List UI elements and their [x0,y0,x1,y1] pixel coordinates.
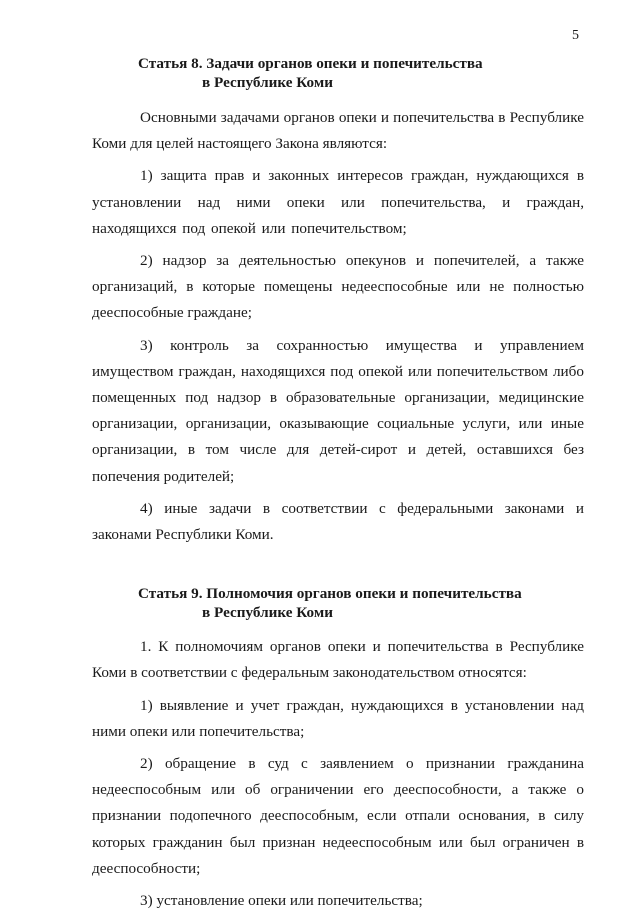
article-9-item-3: 3) установление опеки или попечительства; [140,892,423,910]
article-8-intro: Основными задачами органов опеки и попечительства в Республике Коми для целей настоящего Закона являются: [92,109,584,153]
article-9-title-line-1: Статья 9. Полномочия органов опеки и попечительства [138,585,522,603]
article-9-item-2: 2) обращение в суд с заявлением о признании гражданина недееспособным или об ограничении его дееспособности, а также о признании подопечного дееспособным, если отпали основания, в силу которых гражданин был признан недееспособным или был ограничен в дееспособности; [92,755,584,877]
article-9-heading [92,584,584,622]
article-8-item-3: 3) контроль за сохранностью имущества и управлением имуществом граждан, находящихся под опекой или попечительством либо помещенных под надзор в образовательные организации, медицинские организации, организации, оказывающие социальные услуги, или иные организации, в том числе для детей-сирот и детей, оставшихся без попечения родителей; [92,336,584,485]
document-body [92,54,584,914]
article-8-item-4: 4) иные задачи в соответствии с федеральными законами и законами Республики Коми. [92,499,584,544]
article-9-item-1: 1) выявление и учет граждан, нуждающихся в установлении над ними опеки или попечительства; [92,696,584,740]
article-8-heading [92,54,584,92]
article-8 [92,54,584,548]
article-9-intro: 1. К полномочиям органов опеки и попечительства в Республике Коми в соответствии с федеральным законодательством относятся: [92,638,584,682]
page-number: 5 [572,28,579,43]
article-9-title-line-2: в Республике Коми [202,604,333,622]
article-8-title-line-2: в Республике Коми [202,74,333,91]
article-8-item-1: 1) защита прав и законных интересов граждан, нуждающихся в установлении над ними опеки или попечительства, и граждан, находящихся под опекой или попечительством; [92,167,584,237]
article-8-item-2: 2) надзор за деятельностью опекунов и попечителей, а также организаций, в которые помещены недееспособные или не полностью дееспособные граждане; [92,252,584,322]
article-8-title-line-1: Статья 8. Задачи органов опеки и попечительства [138,55,483,72]
article-9 [92,584,584,914]
